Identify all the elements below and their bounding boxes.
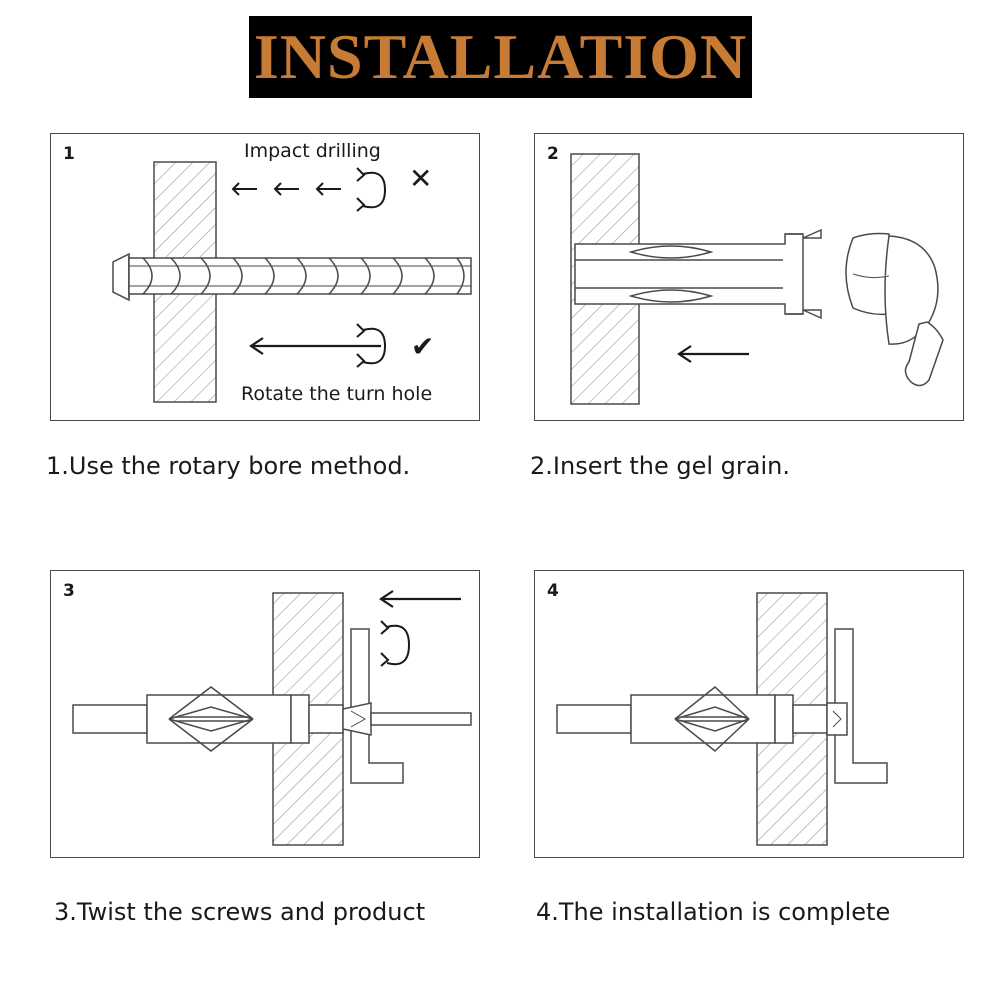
rotate-arrow-icon <box>251 338 381 354</box>
title-banner <box>249 16 752 98</box>
expanded-anchor-icon <box>557 687 793 751</box>
rotate-turn-hole-label: Rotate the turn hole <box>241 383 433 405</box>
drill-bit-icon <box>113 254 471 300</box>
rotation-arrow-icon-top <box>357 168 385 211</box>
step-panel-1 <box>50 133 480 421</box>
step-panel-3 <box>50 570 480 858</box>
step-caption-2: 2.Insert the gel grain. <box>530 452 790 480</box>
impact-drilling-label: Impact drilling <box>244 140 381 162</box>
impact-arrows-icon <box>233 183 341 195</box>
screw-head-icon <box>793 703 847 735</box>
step-panel-2 <box>534 133 964 421</box>
panel-number: 4 <box>547 581 559 601</box>
panel-4-illustration <box>535 571 963 857</box>
step-caption-1: 1.Use the rotary bore method. <box>46 452 411 480</box>
step-panel-4 <box>534 570 964 858</box>
insert-arrow-icon <box>679 346 749 362</box>
panel-2-illustration <box>535 134 963 420</box>
panel-3-illustration <box>51 571 479 857</box>
panel-number: 3 <box>63 581 75 601</box>
step-caption-4: 4.The installation is complete <box>536 898 891 926</box>
twist-arrow-icon <box>381 591 461 607</box>
step-caption-3: 3.Twist the screws and product <box>54 898 426 926</box>
panel-number: 2 <box>547 144 559 164</box>
rotation-arrow-icon <box>381 621 409 666</box>
page-title: INSTALLATION <box>253 21 748 92</box>
expanded-anchor-icon <box>73 687 309 751</box>
hammer-icon <box>846 234 943 386</box>
check-mark-icon: ✔ <box>411 330 435 363</box>
panel-number: 1 <box>63 144 75 164</box>
screwdriver-icon <box>309 703 471 735</box>
cross-mark-icon: ✕ <box>409 162 433 195</box>
